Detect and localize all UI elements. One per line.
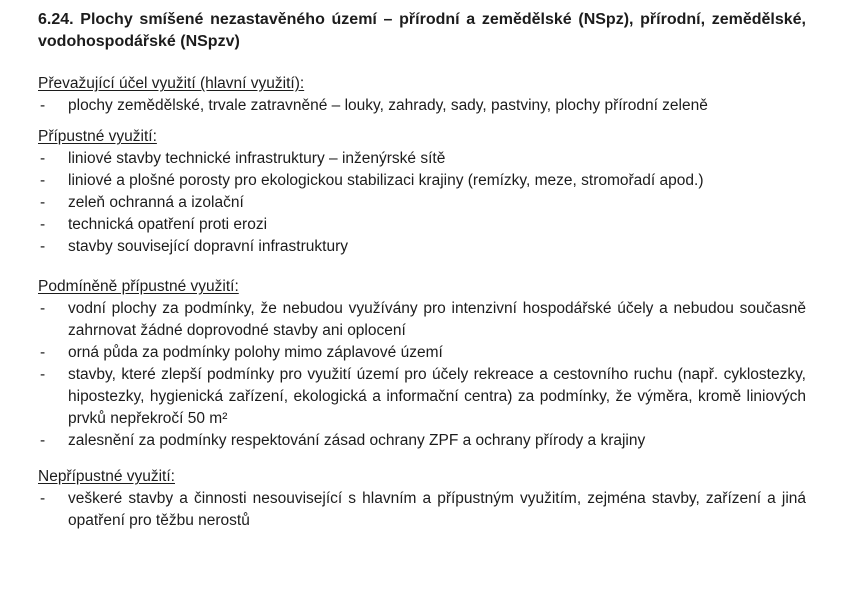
page-title: 6.24. Plochy smíšené nezastavěného území – přírodní a zemědělské (NSpz), přírodní, zemědělské, vodohospodářské (NSpzv) (38, 11, 806, 50)
bullet-marker: - (40, 238, 46, 255)
section-heading: Podmíněně přípustné využití: (38, 278, 239, 295)
list-item-text: technická opatření proti erozi (68, 216, 268, 233)
section-permitted-use (38, 126, 806, 258)
bullet-marker: - (40, 216, 46, 233)
list-item-text: zeleň ochranná a izolační (68, 194, 244, 211)
list-item (38, 148, 806, 170)
list-item (38, 298, 806, 342)
list-item (38, 214, 806, 236)
list-item (38, 430, 806, 452)
bullet-marker: - (40, 344, 46, 361)
list-item-text: zalesnění za podmínky respektování zásad ochrany ZPF a ochrany přírody a krajiny (68, 432, 646, 449)
list-item (38, 192, 806, 214)
bullet-marker: - (40, 97, 46, 114)
list-item-text: veškeré stavby a činnosti nesouvisející s hlavním a přípustným využitím, zejména stavby, zařízení a jiná opatření pro těžbu nerostů (68, 490, 806, 529)
list-item-text: orná půda za podmínky polohy mimo záplavové území (68, 344, 443, 361)
list-item-text: vodní plochy za podmínky, že nebudou využívány pro intenzivní hospodářské účely a nebudou současně zahrnovat žádné doprovodné stavby ani oplocení (68, 300, 806, 339)
bullet-marker: - (40, 432, 46, 449)
list-item (38, 236, 806, 258)
bullet-marker: - (40, 366, 46, 383)
section-main-use (38, 73, 806, 117)
bullet-marker: - (40, 172, 46, 189)
list-item-text: plochy zemědělské, trvale zatravněné – louky, zahrady, sady, pastviny, plochy přírodní zeleně (68, 97, 708, 114)
list-item-text: stavby, které zlepší podmínky pro využití území pro účely rekreace a cestovního ruchu (např. cyklostezky, hipostezky, hygienická zařízení, ekologická a informační centra) za podmínky, že výměra, kromě liniových prvků nepřekročí 50 m² (68, 366, 806, 427)
list-item (38, 170, 806, 192)
bullet-marker: - (40, 194, 46, 211)
bullet-marker: - (40, 150, 46, 167)
list-item (38, 488, 806, 532)
section-impermissible-use (38, 466, 806, 532)
section-heading: Převažující účel využití (hlavní využití): (38, 75, 305, 92)
section-heading: Přípustné využití: (38, 128, 157, 145)
list-item-text: stavby související dopravní infrastruktury (68, 238, 348, 255)
list-item (38, 95, 806, 117)
section-conditionally-permitted-use (38, 276, 806, 452)
section-heading: Nepřípustné využití: (38, 468, 175, 485)
bullet-marker: - (40, 300, 46, 317)
bullet-marker: - (40, 490, 46, 507)
list-item (38, 342, 806, 364)
list-item-text: liniové a plošné porosty pro ekologickou stabilizaci krajiny (remízky, meze, stromořadí apod.) (68, 172, 704, 189)
list-item-text: liniové stavby technické infrastruktury – inženýrské sítě (68, 150, 446, 167)
list-item (38, 364, 806, 430)
